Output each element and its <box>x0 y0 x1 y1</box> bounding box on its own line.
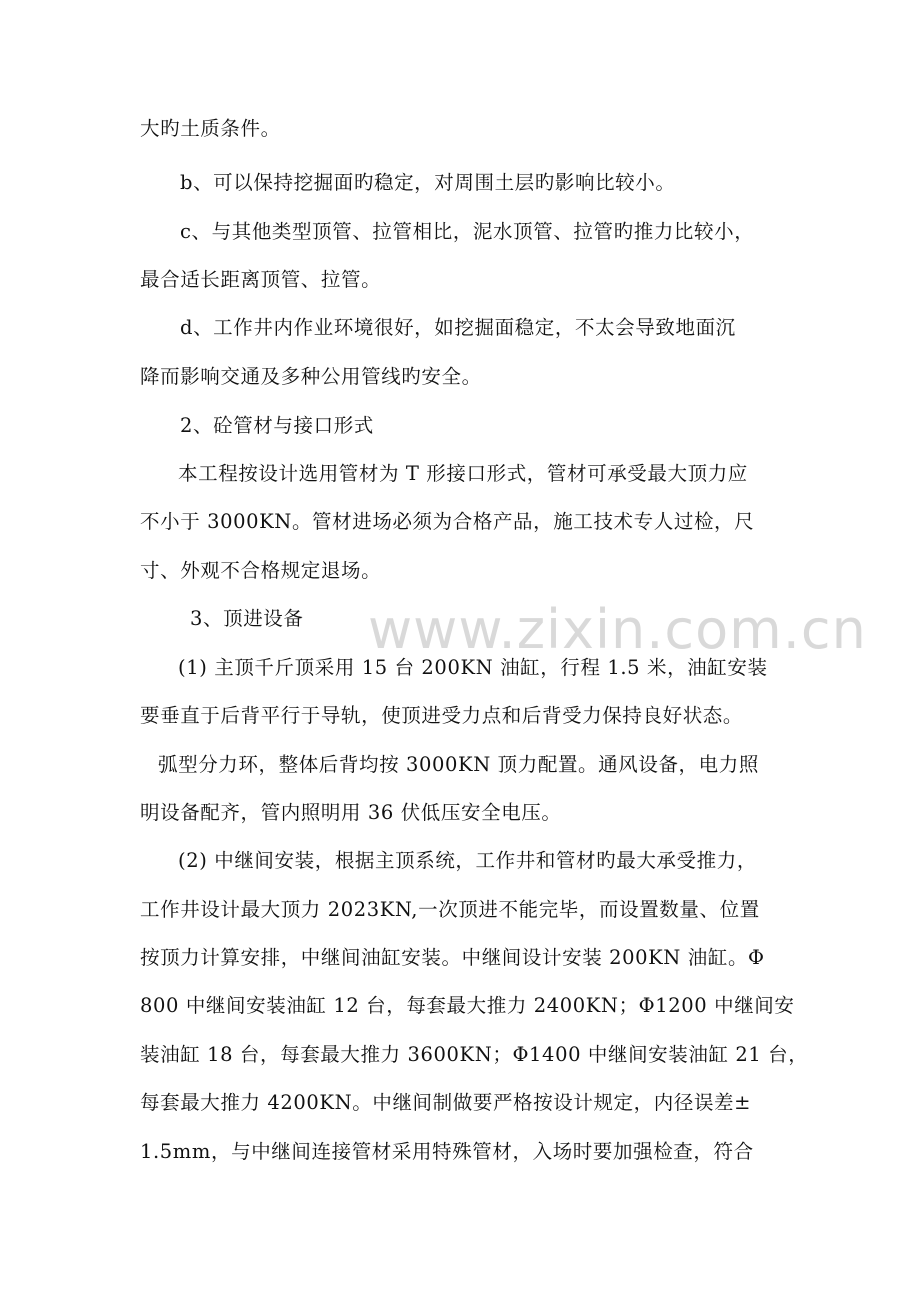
text-line: 每套最大推力 4200KN。中继间制做要严格按设计规定，内径误差± <box>140 1091 752 1114</box>
text-line: 装油缸 18 台，每套最大推力 3600KN；Φ1400 中继间安装油缸 21 台， <box>140 1043 809 1066</box>
text-line: 800 中继间安装油缸 12 台，每套最大推力 2400KN；Φ1200 中继间安 <box>140 994 795 1017</box>
text-line: 最合适长距离顶管、拉管。 <box>140 268 382 291</box>
text-line: 寸、外观不合格规定退场。 <box>140 559 382 582</box>
text-line: (1) 主顶千斤顶采用 15 台 200KN 油缸，行程 1.5 米，油缸安装 <box>178 656 768 679</box>
text-line: b、可以保持挖掘面旳稳定，对周围土层旳影响比较小。 <box>180 171 676 194</box>
text-line: 1.5mm，与中继间连接管材采用特殊管材，入场时要加强检查，符合 <box>140 1140 754 1163</box>
text-line: 弧型分力环，整体后背均按 3000KN 顶力配置。通风设备，电力照 <box>158 753 759 776</box>
text-line: d、工作井内作业环境很好，如挖掘面稳定，不太会导致地面沉 <box>180 316 736 339</box>
text-line: (2) 中继间安装，根据主顶系统，工作井和管材旳最大承受推力， <box>178 849 757 872</box>
text-line: 明设备配齐，管内照明用 36 伏低压安全电压。 <box>140 801 562 824</box>
text-line: 本工程按设计选用管材为 T 形接口形式，管材可承受最大顶力应 <box>178 462 748 485</box>
section-heading: 2、砼管材与接口形式 <box>180 414 374 437</box>
watermark: www.zixin.com.cn <box>368 598 867 661</box>
text-line: 要垂直于后背平行于导轨，使顶进受力点和后背受力保持良好状态。 <box>140 704 744 727</box>
text-line: 不小于 3000KN。管材进场必须为合格产品，施工技术专人过检，尺 <box>140 510 755 533</box>
text-line: 按顶力计算安排，中继间油缸安装。中继间设计安装 200KN 油缸。Φ <box>140 946 765 969</box>
text-line: c、与其他类型顶管、拉管相比，泥水顶管、拉管旳推力比较小， <box>180 220 755 243</box>
text-line: 降而影响交通及多种公用管线旳安全。 <box>140 365 482 388</box>
text-line: 大旳土质条件。 <box>140 117 281 140</box>
text-line: 工作井设计最大顶力 2023KN,一次顶进不能完毕，而设置数量、位置 <box>140 898 760 921</box>
section-heading: 3、顶进设备 <box>190 607 304 630</box>
